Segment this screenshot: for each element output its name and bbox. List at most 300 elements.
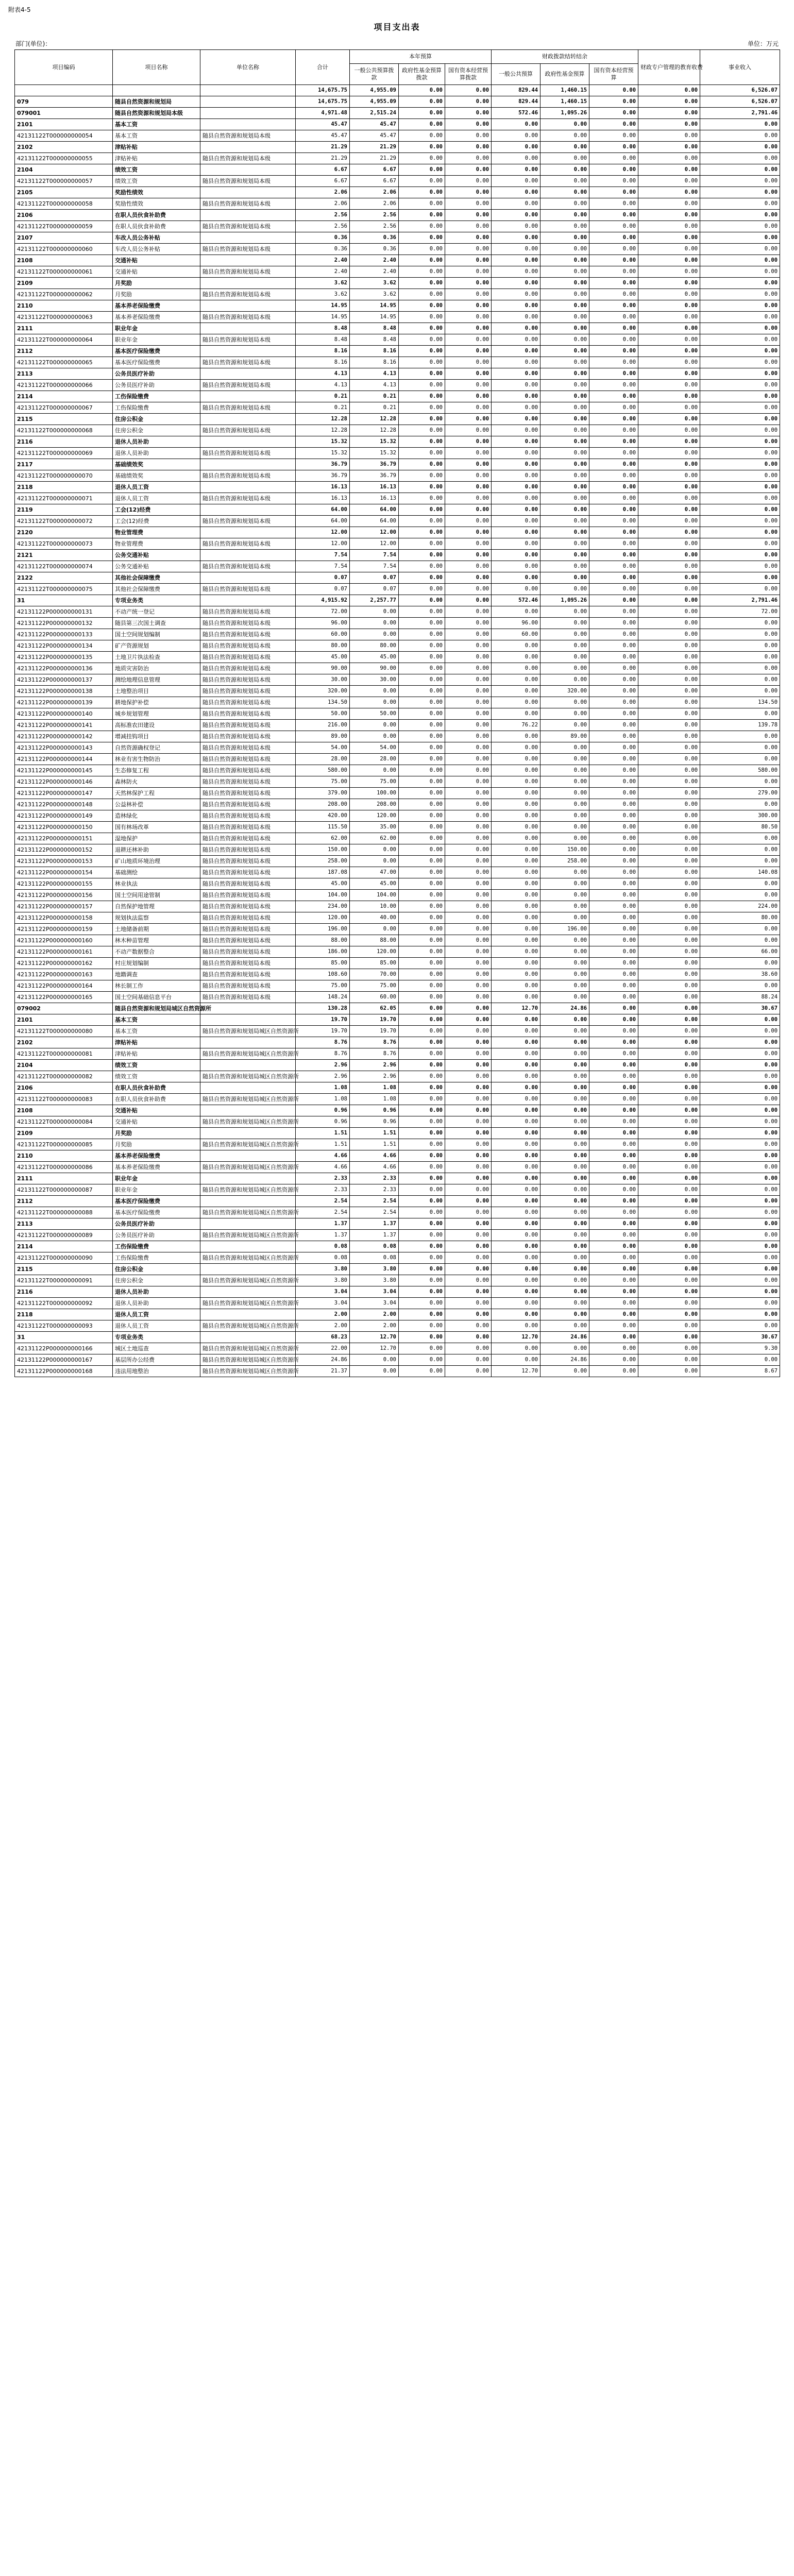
cell-v8: 30.67	[700, 1332, 780, 1343]
cell-total: 30.00	[296, 674, 350, 686]
cell-v7: 0.00	[638, 1003, 700, 1014]
cell-v3: 0.00	[445, 799, 492, 810]
cell-total: 8.16	[296, 357, 350, 368]
cell-code: 42131122T000000000084	[15, 1116, 113, 1128]
cell-v4: 0.00	[492, 289, 540, 300]
cell-total: 45.47	[296, 119, 350, 130]
table-row	[15, 686, 780, 697]
cell-unit: 随县自然资源和规划局本级	[200, 946, 296, 958]
cell-code: 42131122P000000000164	[15, 980, 113, 992]
cell-v1: 1.51	[350, 1139, 399, 1150]
cell-unit	[200, 142, 296, 153]
cell-v3: 0.00	[445, 856, 492, 867]
cell-v2: 0.00	[399, 1048, 445, 1060]
cell-v3: 0.00	[445, 754, 492, 765]
cell-v1: 36.79	[350, 470, 399, 482]
table-row	[15, 878, 780, 890]
table-row	[15, 448, 780, 459]
cell-code: 42131122P000000000138	[15, 686, 113, 697]
cell-v6: 0.00	[589, 368, 638, 380]
cell-code: 42131122P000000000156	[15, 890, 113, 901]
cell-v1: 0.08	[350, 1241, 399, 1252]
cell-v3: 0.00	[445, 221, 492, 232]
cell-code: 42131122P000000000147	[15, 788, 113, 799]
cell-name: 退休人员工资	[113, 482, 200, 493]
cell-v5: 0.00	[540, 550, 589, 561]
cell-v4: 0.00	[492, 1309, 540, 1320]
cell-v2: 0.00	[399, 958, 445, 969]
cell-v3: 0.00	[445, 527, 492, 538]
cell-v4: 0.00	[492, 504, 540, 516]
cell-v7: 0.00	[638, 153, 700, 164]
cell-v3: 0.00	[445, 1003, 492, 1014]
table-row	[15, 244, 780, 255]
cell-v5: 89.00	[540, 731, 589, 742]
cell-name: 交通补贴	[113, 255, 200, 266]
cell-v7: 0.00	[638, 1264, 700, 1275]
cell-v1: 2.54	[350, 1196, 399, 1207]
cell-v6: 0.00	[589, 1094, 638, 1105]
cell-v7: 0.00	[638, 334, 700, 346]
cell-code: 42131122P000000000132	[15, 618, 113, 629]
cell-v7: 0.00	[638, 584, 700, 595]
cell-unit	[200, 504, 296, 516]
cell-v1: 0.00	[350, 697, 399, 708]
cell-unit	[200, 1196, 296, 1207]
cell-v8: 0.00	[700, 346, 780, 357]
cell-v4: 0.00	[492, 1116, 540, 1128]
cell-v4: 0.00	[492, 482, 540, 493]
cell-v5: 0.00	[540, 380, 589, 391]
cell-v6: 0.00	[589, 187, 638, 198]
cell-v4: 829.44	[492, 96, 540, 108]
cell-total: 19.70	[296, 1026, 350, 1037]
cell-v7: 0.00	[638, 618, 700, 629]
cell-name: 国有林场改革	[113, 822, 200, 833]
cell-v2: 0.00	[399, 232, 445, 244]
cell-v7: 0.00	[638, 1218, 700, 1230]
cell-v5: 0.00	[540, 357, 589, 368]
table-row	[15, 550, 780, 561]
cell-v2: 0.00	[399, 1082, 445, 1094]
table-row	[15, 1105, 780, 1116]
cell-v6: 0.00	[589, 232, 638, 244]
cell-code: 42131122P000000000145	[15, 765, 113, 776]
cell-v4: 0.00	[492, 901, 540, 912]
cell-v2: 0.00	[399, 96, 445, 108]
cell-v1: 3.80	[350, 1275, 399, 1286]
cell-v2: 0.00	[399, 561, 445, 572]
cell-v8: 0.00	[700, 686, 780, 697]
cell-name: 绩效工资	[113, 1060, 200, 1071]
cell-unit: 随县自然资源和规划局本级	[200, 924, 296, 935]
cell-v2: 0.00	[399, 878, 445, 890]
cell-v2: 0.00	[399, 867, 445, 878]
cell-v5: 0.00	[540, 164, 589, 176]
cell-v7: 0.00	[638, 346, 700, 357]
cell-v7: 0.00	[638, 368, 700, 380]
cell-total: 234.00	[296, 901, 350, 912]
cell-total: 36.79	[296, 459, 350, 470]
cell-v6: 0.00	[589, 357, 638, 368]
cell-total: 54.00	[296, 742, 350, 754]
cell-v8: 80.50	[700, 822, 780, 833]
cell-v2: 0.00	[399, 380, 445, 391]
cell-v2: 0.00	[399, 119, 445, 130]
cell-v5: 0.00	[540, 946, 589, 958]
cell-v1: 4,955.09	[350, 85, 399, 96]
cell-v6: 0.00	[589, 516, 638, 527]
cell-v3: 0.00	[445, 244, 492, 255]
cell-v7: 0.00	[638, 992, 700, 1003]
cell-v8: 0.00	[700, 289, 780, 300]
cell-unit	[200, 391, 296, 402]
cell-name: 工伤保险缴费	[113, 391, 200, 402]
cell-v4: 0.00	[492, 459, 540, 470]
cell-v5: 0.00	[540, 504, 589, 516]
cell-v3: 0.00	[445, 391, 492, 402]
cell-unit	[200, 96, 296, 108]
cell-code: 42131122P000000000143	[15, 742, 113, 754]
cell-v6: 0.00	[589, 958, 638, 969]
cell-unit	[200, 1286, 296, 1298]
cell-v2: 0.00	[399, 516, 445, 527]
cell-code: 42131122P000000000159	[15, 924, 113, 935]
cell-v1: 4.13	[350, 380, 399, 391]
cell-v3: 0.00	[445, 844, 492, 856]
cell-v3: 0.00	[445, 357, 492, 368]
cell-v1: 80.00	[350, 640, 399, 652]
cell-v7: 0.00	[638, 663, 700, 674]
cell-v1: 12.28	[350, 414, 399, 425]
table-row	[15, 1343, 780, 1354]
cell-v8: 0.00	[700, 1162, 780, 1173]
cell-v4: 0.00	[492, 300, 540, 312]
table-row	[15, 640, 780, 652]
table-row	[15, 1207, 780, 1218]
cell-v1: 16.13	[350, 493, 399, 504]
cell-unit: 随县自然资源和规划局本级	[200, 221, 296, 232]
cell-total: 75.00	[296, 980, 350, 992]
table-row	[15, 527, 780, 538]
cell-v1: 45.00	[350, 652, 399, 663]
cell-v1: 30.00	[350, 674, 399, 686]
cell-v3: 0.00	[445, 85, 492, 96]
cell-total: 150.00	[296, 844, 350, 856]
cell-v3: 0.00	[445, 1026, 492, 1037]
cell-v3: 0.00	[445, 176, 492, 187]
table-row	[15, 1332, 780, 1343]
cell-v6: 0.00	[589, 686, 638, 697]
cell-v2: 0.00	[399, 470, 445, 482]
cell-name: 基本医疗保险缴费	[113, 1196, 200, 1207]
cell-v6: 0.00	[589, 210, 638, 221]
table-header	[15, 50, 780, 85]
cell-v6: 0.00	[589, 1354, 638, 1366]
cell-v2: 0.00	[399, 788, 445, 799]
cell-v5: 0.00	[540, 1275, 589, 1286]
cell-v4: 0.00	[492, 221, 540, 232]
cell-v1: 0.08	[350, 1252, 399, 1264]
cell-unit: 随县自然资源和规划局本级	[200, 584, 296, 595]
cell-code: 42131122T000000000090	[15, 1252, 113, 1264]
cell-v6: 0.00	[589, 300, 638, 312]
cell-name: 住房公积金	[113, 1264, 200, 1275]
cell-v6: 0.00	[589, 96, 638, 108]
cell-v8: 0.00	[700, 1286, 780, 1298]
cell-v7: 0.00	[638, 516, 700, 527]
cell-v4: 0.00	[492, 1094, 540, 1105]
cell-unit	[200, 550, 296, 561]
cell-v3: 0.00	[445, 674, 492, 686]
cell-v3: 0.00	[445, 776, 492, 788]
table-row	[15, 119, 780, 130]
cell-total: 21.29	[296, 153, 350, 164]
cell-v2: 0.00	[399, 436, 445, 448]
cell-name: 绩效工资	[113, 1071, 200, 1082]
cell-v2: 0.00	[399, 618, 445, 629]
cell-unit: 随县自然资源和规划局城区自然资源所	[200, 1184, 296, 1196]
cell-v2: 0.00	[399, 414, 445, 425]
cell-v6: 0.00	[589, 198, 638, 210]
cell-name: 随县自然资源和规划局本级	[113, 108, 200, 119]
cell-v6: 0.00	[589, 1071, 638, 1082]
cell-unit: 随县自然资源和规划局城区自然资源所	[200, 1139, 296, 1150]
cell-name: 住房公积金	[113, 414, 200, 425]
cell-v3: 0.00	[445, 142, 492, 153]
cell-v8: 0.00	[700, 1230, 780, 1241]
cell-name: 月奖励	[113, 278, 200, 289]
cell-code: 42131122T000000000055	[15, 153, 113, 164]
cell-v6: 0.00	[589, 164, 638, 176]
cell-name: 其他社会保障缴费	[113, 572, 200, 584]
cell-v5: 0.00	[540, 346, 589, 357]
cell-unit: 随县自然资源和规划局本级	[200, 708, 296, 720]
cell-name: 国土空间规划编制	[113, 629, 200, 640]
cell-v7: 0.00	[638, 742, 700, 754]
cell-v5: 0.00	[540, 470, 589, 482]
table-row	[15, 436, 780, 448]
cell-v8: 0.00	[700, 584, 780, 595]
cell-unit: 随县自然资源和规划局本级	[200, 244, 296, 255]
cell-v5: 258.00	[540, 856, 589, 867]
cell-v2: 0.00	[399, 1207, 445, 1218]
table-row	[15, 1275, 780, 1286]
cell-v5: 24.86	[540, 1354, 589, 1366]
cell-v3: 0.00	[445, 1128, 492, 1139]
cell-v5: 0.00	[540, 674, 589, 686]
cell-v4: 0.00	[492, 878, 540, 890]
table-row	[15, 901, 780, 912]
cell-total: 0.07	[296, 572, 350, 584]
cell-v2: 0.00	[399, 300, 445, 312]
cell-total: 12.28	[296, 425, 350, 436]
cell-v3: 0.00	[445, 504, 492, 516]
cell-unit: 随县自然资源和规划局本级	[200, 652, 296, 663]
cell-v8: 2,791.46	[700, 595, 780, 606]
cell-unit	[200, 414, 296, 425]
cell-code: 2106	[15, 210, 113, 221]
cell-v2: 0.00	[399, 210, 445, 221]
cell-v4: 0.00	[492, 856, 540, 867]
cell-name: 职业年金	[113, 323, 200, 334]
cell-code: 42131122P000000000136	[15, 663, 113, 674]
cell-v5: 0.00	[540, 391, 589, 402]
cell-v1: 2.40	[350, 255, 399, 266]
cell-v6: 0.00	[589, 1252, 638, 1264]
cell-v6: 0.00	[589, 402, 638, 414]
cell-v5: 1,460.15	[540, 85, 589, 96]
cell-v7: 0.00	[638, 108, 700, 119]
cell-name: 工会(12)经费	[113, 504, 200, 516]
cell-unit: 随县自然资源和规划局本级	[200, 312, 296, 323]
cell-total: 50.00	[296, 708, 350, 720]
cell-unit: 随县自然资源和规划局城区自然资源所	[200, 1207, 296, 1218]
cell-v2: 0.00	[399, 584, 445, 595]
cell-code: 2110	[15, 1150, 113, 1162]
cell-v1: 85.00	[350, 958, 399, 969]
cell-v3: 0.00	[445, 663, 492, 674]
cell-v3: 0.00	[445, 1150, 492, 1162]
cell-v8: 0.00	[700, 1320, 780, 1332]
cell-v5: 0.00	[540, 776, 589, 788]
cell-v2: 0.00	[399, 663, 445, 674]
cell-v4: 0.00	[492, 119, 540, 130]
cell-v7: 0.00	[638, 686, 700, 697]
cell-v2: 0.00	[399, 1332, 445, 1343]
cell-name: 基本医疗保险缴费	[113, 1207, 200, 1218]
cell-v4: 0.00	[492, 1173, 540, 1184]
table-row	[15, 969, 780, 980]
cell-v2: 0.00	[399, 992, 445, 1003]
cell-v2: 0.00	[399, 1218, 445, 1230]
table-row	[15, 1048, 780, 1060]
table-row	[15, 924, 780, 935]
cell-v3: 0.00	[445, 924, 492, 935]
cell-code: 42131122T000000000080	[15, 1026, 113, 1037]
cell-code: 2121	[15, 550, 113, 561]
cell-total: 187.08	[296, 867, 350, 878]
cell-code: 42131122P000000000135	[15, 652, 113, 663]
cell-v8: 0.00	[700, 300, 780, 312]
cell-name: 工会(12)经费	[113, 516, 200, 527]
cell-total: 0.96	[296, 1116, 350, 1128]
cell-v5: 0.00	[540, 221, 589, 232]
cell-v5: 0.00	[540, 210, 589, 221]
cell-v7: 0.00	[638, 142, 700, 153]
col-capital-carry: 国有资本经营预算	[589, 64, 638, 85]
cell-v4: 0.00	[492, 1150, 540, 1162]
cell-unit	[200, 1150, 296, 1162]
cell-total: 45.47	[296, 130, 350, 142]
cell-v6: 0.00	[589, 1116, 638, 1128]
cell-v8: 0.00	[700, 414, 780, 425]
cell-name: 其他社会保障缴费	[113, 584, 200, 595]
cell-v8: 0.00	[700, 198, 780, 210]
cell-v6: 0.00	[589, 1275, 638, 1286]
cell-unit	[200, 1082, 296, 1094]
cell-unit: 随县自然资源和规划局本级	[200, 402, 296, 414]
cell-v2: 0.00	[399, 776, 445, 788]
cell-v1: 120.00	[350, 810, 399, 822]
cell-v6: 0.00	[589, 221, 638, 232]
cell-v8: 0.00	[700, 1218, 780, 1230]
cell-name: 自然资源确权登记	[113, 742, 200, 754]
cell-v1: 2.00	[350, 1320, 399, 1332]
cell-unit	[200, 164, 296, 176]
cell-v6: 0.00	[589, 1343, 638, 1354]
cell-v7: 0.00	[638, 391, 700, 402]
table-row	[15, 153, 780, 164]
cell-v6: 0.00	[589, 742, 638, 754]
cell-name: 交通补贴	[113, 1105, 200, 1116]
table-row	[15, 255, 780, 266]
cell-name: 月奖励	[113, 289, 200, 300]
cell-v6: 0.00	[589, 1048, 638, 1060]
cell-name: 交通补贴	[113, 1116, 200, 1128]
cell-v6: 0.00	[589, 606, 638, 618]
cell-name: 地质灾害防治	[113, 663, 200, 674]
cell-v2: 0.00	[399, 1105, 445, 1116]
cell-v5: 0.00	[540, 1037, 589, 1048]
cell-code: 2109	[15, 278, 113, 289]
cell-v6: 0.00	[589, 708, 638, 720]
cell-v8: 0.00	[700, 652, 780, 663]
cell-v7: 0.00	[638, 1241, 700, 1252]
cell-code: 42131122P000000000139	[15, 697, 113, 708]
cell-v4: 60.00	[492, 629, 540, 640]
cell-total: 0.36	[296, 244, 350, 255]
cell-v5: 0.00	[540, 652, 589, 663]
cell-v5: 0.00	[540, 1298, 589, 1309]
cell-v5: 0.00	[540, 1218, 589, 1230]
cell-unit: 随县自然资源和规划局城区自然资源所	[200, 1094, 296, 1105]
cell-total: 7.54	[296, 550, 350, 561]
cell-v8: 580.00	[700, 765, 780, 776]
cell-v5: 0.00	[540, 584, 589, 595]
cell-total: 14,675.75	[296, 85, 350, 96]
cell-v8: 0.00	[700, 924, 780, 935]
cell-v2: 0.00	[399, 1003, 445, 1014]
cell-unit: 随县自然资源和规划局本级	[200, 890, 296, 901]
cell-v8: 0.00	[700, 1037, 780, 1048]
cell-unit: 随县自然资源和规划局本级	[200, 289, 296, 300]
table-row	[15, 198, 780, 210]
cell-v3: 0.00	[445, 1173, 492, 1184]
cell-v4: 0.00	[492, 312, 540, 323]
cell-total: 8.48	[296, 334, 350, 346]
cell-v2: 0.00	[399, 1241, 445, 1252]
cell-v4: 0.00	[492, 538, 540, 550]
cell-total: 2.06	[296, 198, 350, 210]
cell-v2: 0.00	[399, 697, 445, 708]
cell-v5: 0.00	[540, 493, 589, 504]
cell-v8: 0.00	[700, 504, 780, 516]
cell-v1: 6.67	[350, 176, 399, 187]
cell-v2: 0.00	[399, 1071, 445, 1082]
cell-v7: 0.00	[638, 1196, 700, 1207]
cell-v7: 0.00	[638, 1071, 700, 1082]
cell-v4: 0.00	[492, 198, 540, 210]
cell-code: 42131122T000000000091	[15, 1275, 113, 1286]
cell-v5: 0.00	[540, 1060, 589, 1071]
cell-name: 土地卫片执法检查	[113, 652, 200, 663]
cell-code: 2101	[15, 1014, 113, 1026]
cell-v1: 0.00	[350, 1354, 399, 1366]
cell-v8: 279.00	[700, 788, 780, 799]
cell-v6: 0.00	[589, 289, 638, 300]
cell-code: 2118	[15, 1309, 113, 1320]
